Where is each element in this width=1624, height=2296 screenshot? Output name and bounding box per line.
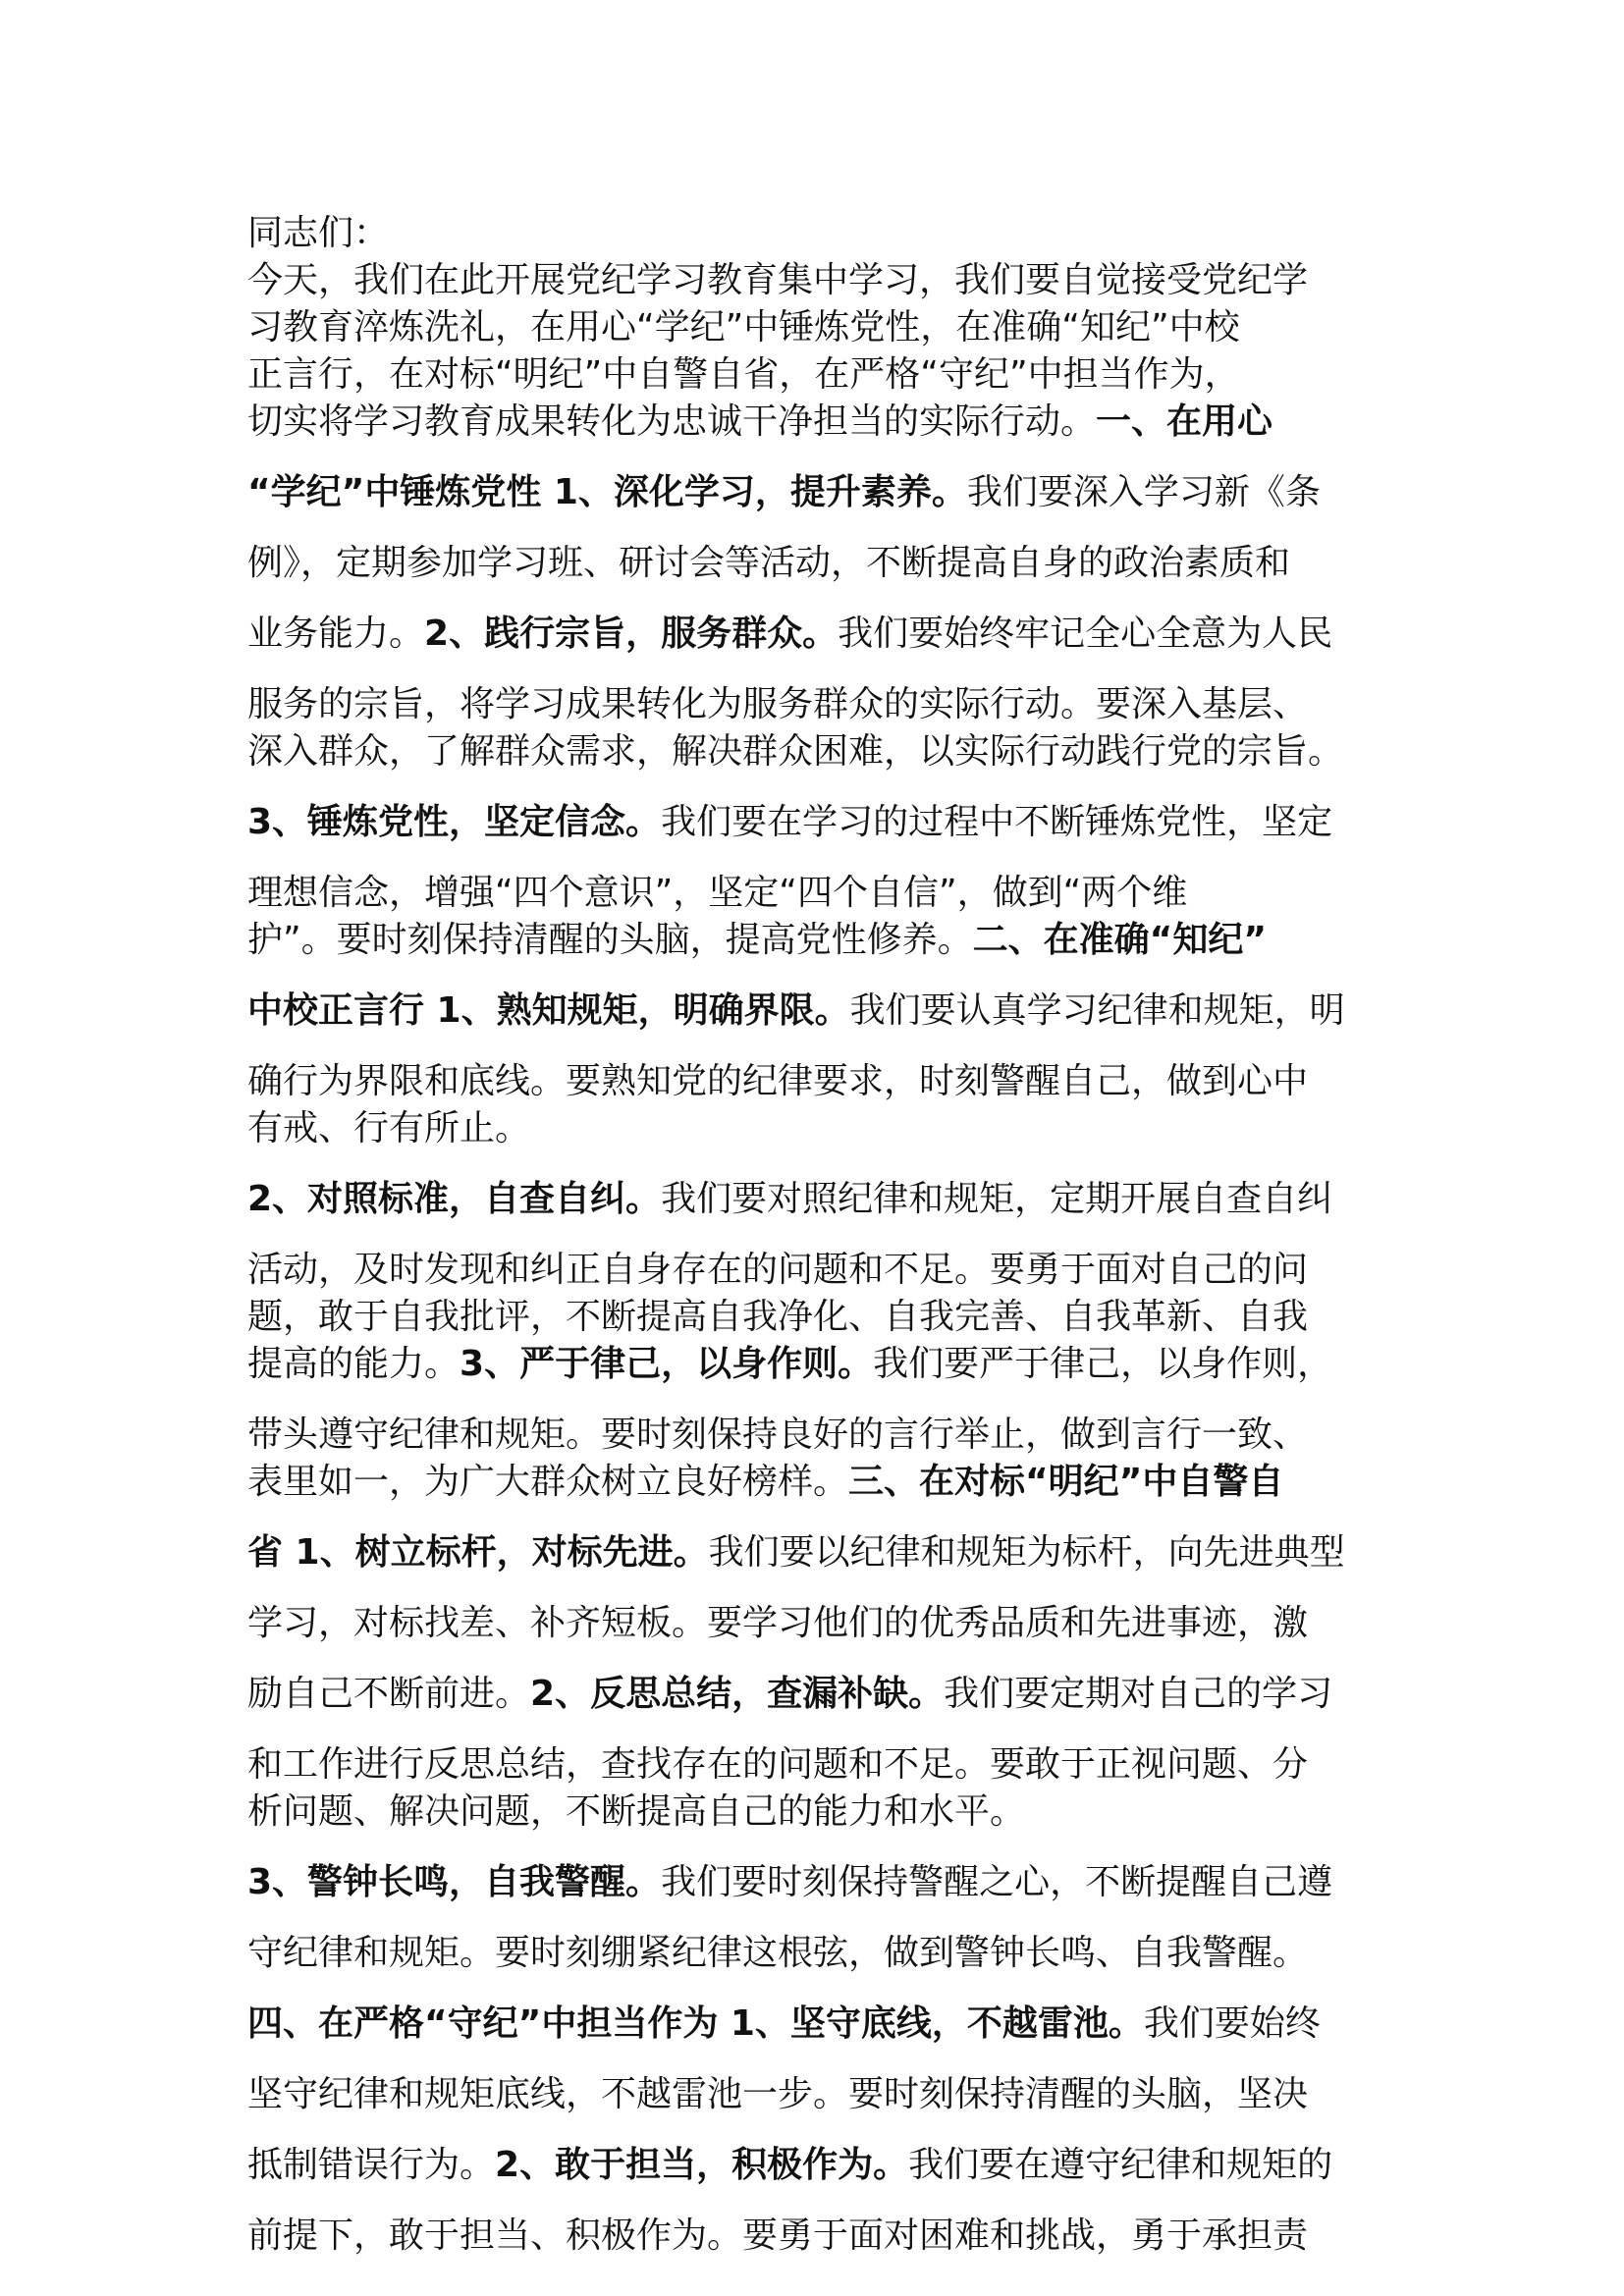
bold-heading-text: 三、在对标“明纪”中自警自 [848,1462,1284,1502]
body-text: 我们要对照纪律和规矩，定期开展自查自纠 [661,1179,1333,1219]
body-text: 和工作进行反思总结，查找存在的问题和不足。要敢于正视问题、分 [247,1744,1309,1785]
text-line [247,1176,1386,1223]
text-line [247,257,1386,304]
body-text: 正言行，在对标“明纪”中自警自省，在严格“守纪”中担当作为， [247,354,1240,395]
bold-heading-text: 中校正言行 1、熟知规矩，明确界限。 [247,990,850,1031]
body-text: 确行为界限和底线。要熟知党的纪律要求，时刻警醒自己，做到心中 [247,1061,1309,1101]
body-text: 服务的宗旨，将学习成果转化为服务群众的实际行动。要深入基层、 [247,684,1309,724]
body-text: 理想信念，增强“四个意识”，坚定“四个自信”，做到“两个维 [247,873,1188,913]
body-text: 切实将学习教育成果转化为忠诚干净担当的实际行动。 [247,401,1097,442]
text-line [247,2071,1386,2118]
text-line [247,988,1386,1035]
body-text: 带头遵守纪律和规矩。要时刻保持良好的言行举止，做到言行一致、 [247,1415,1309,1455]
bold-heading-text: 3、锤炼党性，坚定信念。 [247,802,662,842]
body-text: 表里如一，为广大群众树立良好榜样。 [247,1462,849,1502]
text-line [247,1341,1386,1388]
text-line [247,1600,1386,1647]
body-text: 我们要时刻保持警醒之心，不断提醒自己遵 [661,1862,1333,1902]
body-text: 护”。要时刻保持清醒的头脑，提高党性修养。 [247,920,973,960]
text-line [247,681,1386,728]
body-text: 抵制错误行为。 [247,2145,496,2185]
text-line [247,1105,1386,1152]
body-text: 坚守纪律和规矩底线，不越雷池一步。要时刻保持清醒的头脑，坚决 [247,2074,1309,2114]
bold-heading-text: 四、在严格“守纪”中担当作为 1、坚守底线，不越雷池。 [247,2003,1144,2044]
text-line [247,1412,1386,1459]
body-text: 习教育淬炼洗礼，在用心“学纪”中锤炼党性，在准确“知纪”中校 [247,307,1240,347]
text-line [247,2142,1386,2189]
body-text: 我们要在学习的过程中不断锤炼党性，坚定 [661,802,1333,842]
bold-heading-text: 2、对照标准，自查自纠。 [247,1179,662,1219]
text-line [247,304,1386,351]
text-line [247,799,1386,846]
body-text: 活动，及时发现和纠正自身存在的问题和不足。要勇于面对自己的问 [247,1250,1309,1290]
text-line [247,2213,1386,2260]
body-text: 我们要认真学习纪律和规矩，明 [849,990,1345,1031]
text-line [247,728,1386,775]
text-line [247,917,1386,964]
body-text: 我们要深入学习新《条 [966,472,1321,512]
body-text: 学习，对标找差、补齐短板。要学习他们的优秀品质和先进事迹，激 [247,1603,1309,1643]
bold-heading-text: 3、严于律己，以身作则。 [460,1344,874,1384]
body-text: 我们要严于律己，以身作则， [873,1344,1333,1384]
bold-heading-text: 省 1、树立标杆，对标先进。 [247,1532,709,1573]
body-text: 例》，定期参加学习班、研讨会等活动，不断提高自身的政治素质和 [247,543,1291,583]
text-line [247,1741,1386,1789]
text-line [247,611,1386,658]
text-line [247,2001,1386,2048]
bold-heading-text: 一、在用心 [1096,401,1273,442]
text-line [247,1247,1386,1294]
text-line [247,1671,1386,1718]
body-text: 守纪律和规矩。要时刻绷紧纪律这根弦，做到警钟长鸣、自我警醒。 [247,1933,1309,1973]
salutation: 同志们： [247,213,390,253]
text-line [247,1529,1386,1576]
text-line [247,1058,1386,1105]
text-line [247,1294,1386,1341]
text-line [247,1789,1386,1836]
text-line [247,1930,1386,1977]
text-line [247,1859,1386,1906]
body-text: 析问题、解决问题，不断提高自己的能力和水平。 [247,1791,1026,1832]
body-text: 题，敢于自我批评，不断提高自我净化、自我完善、自我革新、自我 [247,1297,1309,1337]
body-text: 业务能力。 [247,614,425,654]
body-text: 励自己不断前进。 [247,1674,531,1714]
text-line [247,1459,1386,1506]
paragraph-lines [247,257,1386,2260]
bold-heading-text: 2、践行宗旨，服务群众。 [424,614,839,654]
text-line [247,351,1386,399]
body-text: 我们要始终 [1143,2003,1321,2044]
text-line [247,469,1386,516]
body-text: 我们要定期对自己的学习 [944,1674,1333,1714]
bold-heading-text: 2、敢于担当，积极作为。 [495,2145,909,2185]
body-text: 有戒、行有所止。 [247,1108,531,1148]
body-text: 我们要在遵守纪律和规矩的 [908,2145,1333,2185]
document-body [247,210,1386,2260]
text-line [247,540,1386,587]
bold-heading-text: 2、反思总结，查漏补缺。 [530,1674,945,1714]
body-text: 我们要以纪律和规矩为标杆，向先进典型 [708,1532,1345,1573]
body-text: 今天，我们在此开展党纪学习教育集中学习，我们要自觉接受党纪学 [247,260,1309,300]
bold-heading-text: 3、警钟长鸣，自我警醒。 [247,1862,662,1902]
bold-heading-text: 二、在准确“知纪” [972,920,1267,960]
body-text: 我们要始终牢记全心全意为人民 [838,614,1333,654]
text-line [247,870,1386,917]
body-text: 前提下，敢于担当、积极作为。要勇于面对困难和挑战，勇于承担责 [247,2216,1309,2256]
bold-heading-text: “学纪”中锤炼党性 1、深化学习，提升素养。 [247,472,967,512]
text-line [247,399,1386,446]
body-text: 提高的能力。 [247,1344,460,1384]
body-text: 深入群众，了解群众需求，解决群众困难，以实际行动践行党的宗旨。 [247,731,1344,772]
